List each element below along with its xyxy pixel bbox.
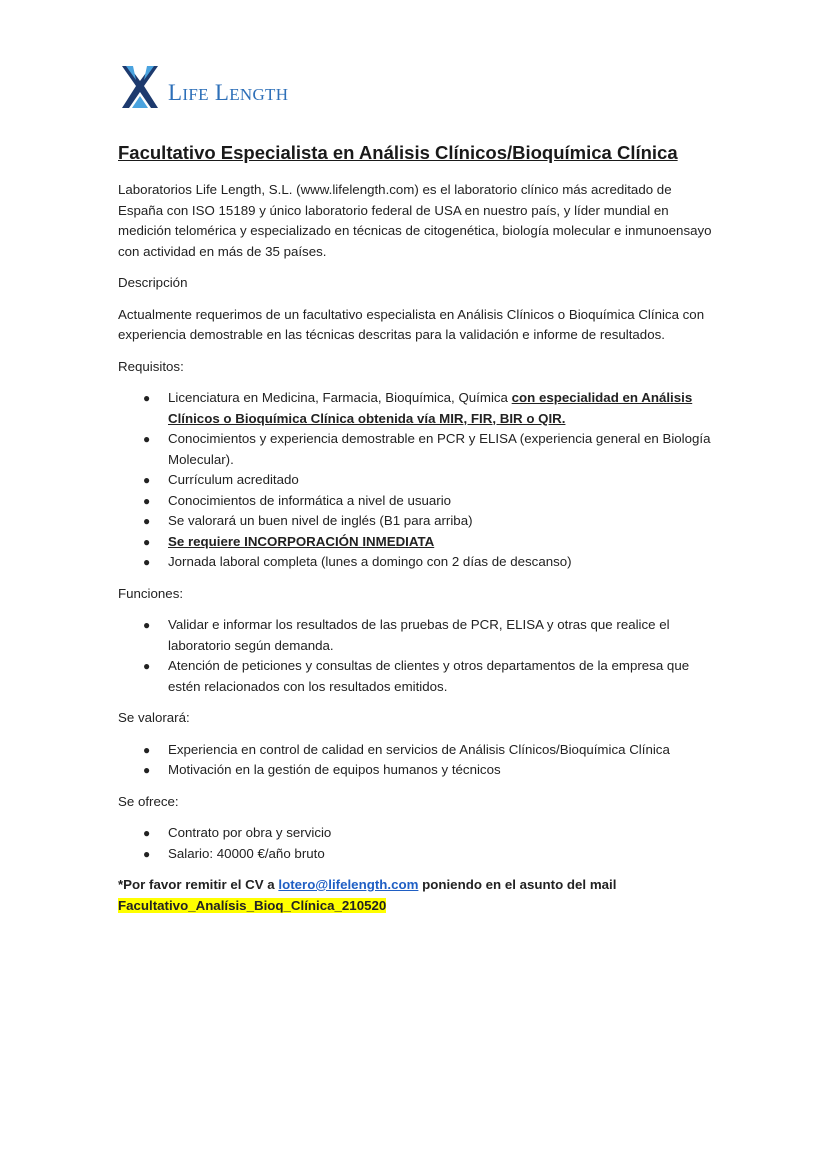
logo-wordmark: LIFE LENGTH [168,80,289,105]
list-item: ● Conocimientos y experiencia demostrable en PCR y ELISA (experiencia general en Biología Molecular). [143,431,711,467]
job-posting [118,140,718,927]
offer-heading: Se ofrece: [118,793,179,809]
application-instructions: *Por favor remitir el CV a lotero@lifelength.com poniendo en el asunto del mail Facultativo_Analísis_Bioq_Clínica_210520 [118,877,617,913]
bullet-icon: ● [143,659,151,673]
mail-subject: Facultativo_Analísis_Bioq_Clínica_210520 [118,897,387,913]
bullet-icon: ● [143,763,151,777]
bullet-icon: ● [143,846,151,861]
bullet-icon: ● [143,742,151,757]
description-paragraph: Actualmente requerimos de un facultativo especialista en Análisis Clínicos o Bioquímica Clínica con experiencia demostrable en las técnicas descritas para la validación e informe de resultados. [118,306,705,342]
list-item: ● Jornada laboral completa (lunes a domingo con 2 días de descanso) [168,552,718,573]
list-item: ● Experiencia en control de calidad en servicios de Análisis Clínicos/Bioquímica Clínica [168,740,718,761]
offer-list [118,823,718,864]
list-item: ● Currículum acreditado [168,470,718,491]
bullet-icon: ● [143,473,151,487]
requirements-heading: Requisitos: [118,358,184,374]
company-logo [116,62,316,118]
bullet-icon: ● [143,618,151,632]
email-link[interactable]: lotero@lifelength.com [278,877,419,892]
functions-heading: Funciones: [118,585,184,601]
life-length-logo-icon [116,62,164,112]
list-item: ● Contrato por obra y servicio [168,823,718,844]
list-item: ● Licenciatura en Medicina, Farmacia, Bioquímica, Química con especialidad en Análisis Clínicos o Bioquímica Clínica obtenida vía MIR, FIR, BIR o QIR. [143,390,693,426]
bullet-icon: ● [143,514,151,528]
list-item: ● Salario: 40000 €/año bruto [168,844,718,865]
bullet-icon: ● [143,555,151,569]
list-item: ● Atención de peticiones y consultas de clientes y otros departamentos de la empresa que estén relacionados con los resultados emitidos. [143,658,690,694]
intro-paragraph: Laboratorios Life Length, S.L. (www.lifelength.com) es el laboratorio clínico más acreditado de España con ISO 15189 y único laboratorio federal de USA en nuestro país, y líder mundial en medición telomérica y especializado en técnicas de citogenética, biología molecular e inmunoensayo con actividad en más de 35 países. [118,182,712,259]
functions-list [118,615,718,697]
requirements-list [118,388,718,573]
bullet-icon: ● [143,493,151,508]
bullet-icon: ● [143,826,151,840]
list-item: ● Se valorará un buen nivel de inglés (B1 para arriba) [168,511,718,532]
list-item: ● Conocimientos de informática a nivel de usuario [168,491,718,512]
list-item: ● Validar e informar los resultados de las pruebas de PCR, ELISA y otras que realice el laboratorio según demanda. [143,617,670,653]
valued-heading: Se valorará: [118,710,190,725]
valued-list [118,740,718,781]
list-item: ● Motivación en la gestión de equipos humanos y técnicos [168,760,718,781]
bullet-icon: ● [143,534,151,549]
page-title: Facultativo Especialista en Análisis Clínicos/Bioquímica Clínica [118,142,678,163]
bullet-icon: ● [143,391,151,405]
list-item: ● Se requiere INCORPORACIÓN INMEDIATA [168,532,718,553]
description-heading: Descripción [118,275,188,290]
bullet-icon: ● [143,432,151,446]
